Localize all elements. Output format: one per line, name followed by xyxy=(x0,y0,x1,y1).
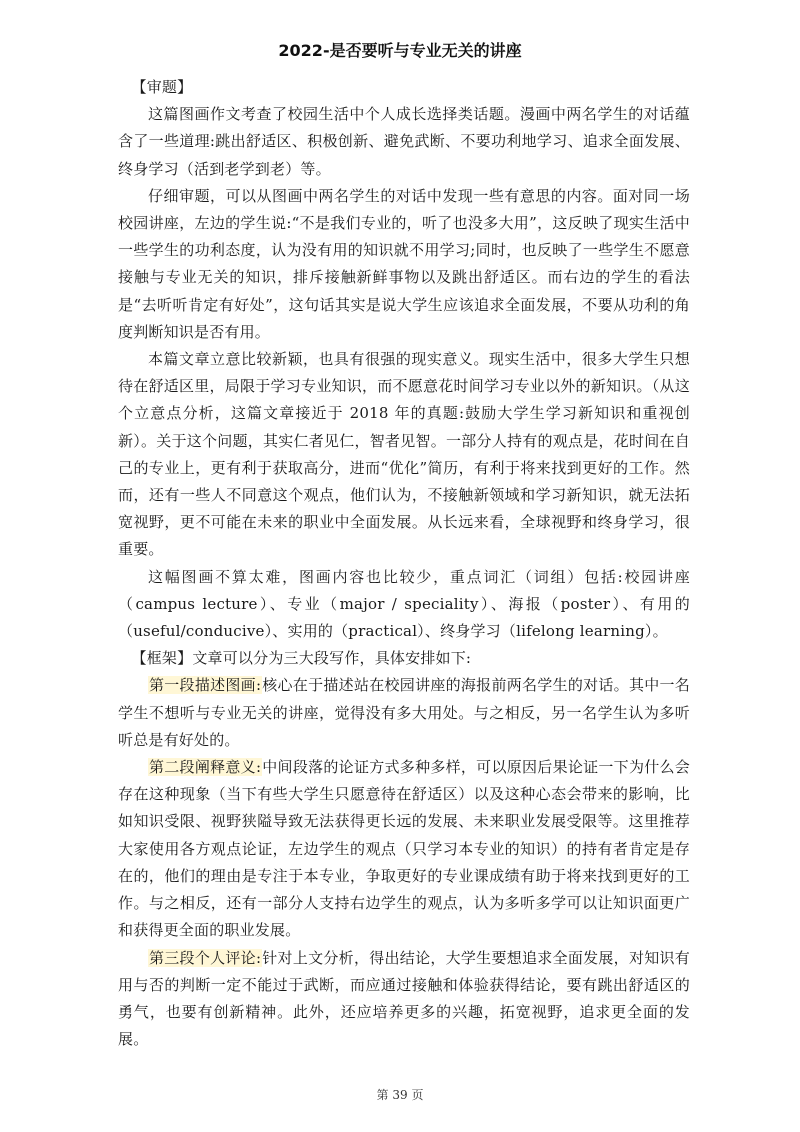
page-number: 第 39 页 xyxy=(376,1088,424,1102)
framework-paragraph-3-text: 针对上文分析，得出结论，大学生要想追求全面发展，对知识有用与否的判断一定不能过于武断，而应通过接触和体验获得结论，要有跳出舒适区的勇气，也要有创新精神。此外，还应培养更多的兴趣，拓宽视野，追求更全面的发展。 xyxy=(118,948,690,1049)
framework-paragraph-2-text: 中间段落的论证方式多种多样，可以原因后果论证一下为什么会存在这种现象（当下有些大学生只愿意待在舒适区）以及这种心态会带来的影响，比如知识受限、视野狭隘导致无法获得更长远的发展、未来职业发展受限等。这里推荐大家使用各方观点论证，左边学生的观点（只学习本专业的知识）的持有者肯定是存在的，他们的理由是专注于本专业，争取更好的专业课成绩有助于将来找到更好的工作。与之相反，还有一部分人支持右边学生的观点，认为多听多学可以让知识面更广和获得更全面的职业发展。 xyxy=(118,758,690,940)
framework-paragraph-2-label: 第二段阐释意义: xyxy=(149,758,262,777)
framework-paragraph-2 xyxy=(118,754,690,944)
kuangjia-intro: 文章可以分为三大段写作，具体安排如下: xyxy=(192,649,472,668)
framework-paragraph-3 xyxy=(118,945,690,1054)
framework-paragraph-1-text: 核心在于描述站在校园讲座的海报前两名学生的对话。其中一名学生不想听与专业无关的讲座，觉得没有多大用处。与之相反，另一名学生认为多听听总是有好处的。 xyxy=(118,676,690,749)
shenti-paragraph-4: 这幅图画不算太难，图画内容也比较少，重点词汇（词组）包括:校园讲座（campus lecture）、专业（major / speciality）、海报（poster）、有用的（useful/conducive）、实用的（practical）、终身学习（lifelong learning）。 xyxy=(118,567,690,641)
shenti-paragraph-2: 仔细审题，可以从图画中两名学生的对话中发现一些有意思的内容。面对同一场校园讲座，左边的学生说:“不是我们专业的，听了也没多大用”，这反映了现实生活中一些学生的功利态度，认为没有用的知识就不用学习;同时，也反映了一些学生不愿意接触与专业无关的知识，排斥接触新鲜事物以及跳出舒适区。而右边的学生的看法是“去听听肯定有好处”，这句话其实是说大学生应该追求全面发展，不要从功利的角度判断知识是否有用。 xyxy=(118,186,690,341)
document-body xyxy=(118,74,690,1053)
framework-paragraph-3-label: 第三段个人评论: xyxy=(149,948,262,967)
shenti-label: 【审题】 xyxy=(131,78,193,96)
shenti-paragraph-3: 本篇文章立意比较新颖，也具有很强的现实意义。现实生活中，很多大学生只想待在舒适区里，局限于学习专业知识，而不愿意花时间学习专业以外的新知识。（从这个立意点分析，这篇文章接近于 2018 年的真题:鼓励大学生学习新知识和重视创新）。关于这个问题，其实仁者见仁，智者见智。一部分人持有的观点是，花时间在自己的专业上，更有利于获取高分，进而“优化”简历，有利于将来找到更好的工作。然而，还有一些人不同意这个观点，他们认为，不接触新领域和学习新知识，就无法拓宽视野，更不可能在未来的职业中全面发展。从长远来看，全球视野和终身学习，很重要。 xyxy=(118,350,690,559)
framework-paragraph-1-label: 第一段描述图画: xyxy=(149,676,262,695)
page-title: 2022-是否要听与专业无关的讲座 xyxy=(278,41,522,60)
kuangjia-label: 【框架】 xyxy=(131,649,193,668)
section-kuangjia xyxy=(118,645,690,672)
shenti-paragraph-1: 这篇图画作文考查了校园生活中个人成长选择类话题。漫画中两名学生的对话蕴含了一些道理:跳出舒适区、积极创新、避免武断、不要功利地学习、追求全面发展、终身学习（活到老学到老）等。 xyxy=(118,105,690,178)
section-label-shenti xyxy=(118,74,690,101)
framework-paragraph-1 xyxy=(118,672,690,754)
